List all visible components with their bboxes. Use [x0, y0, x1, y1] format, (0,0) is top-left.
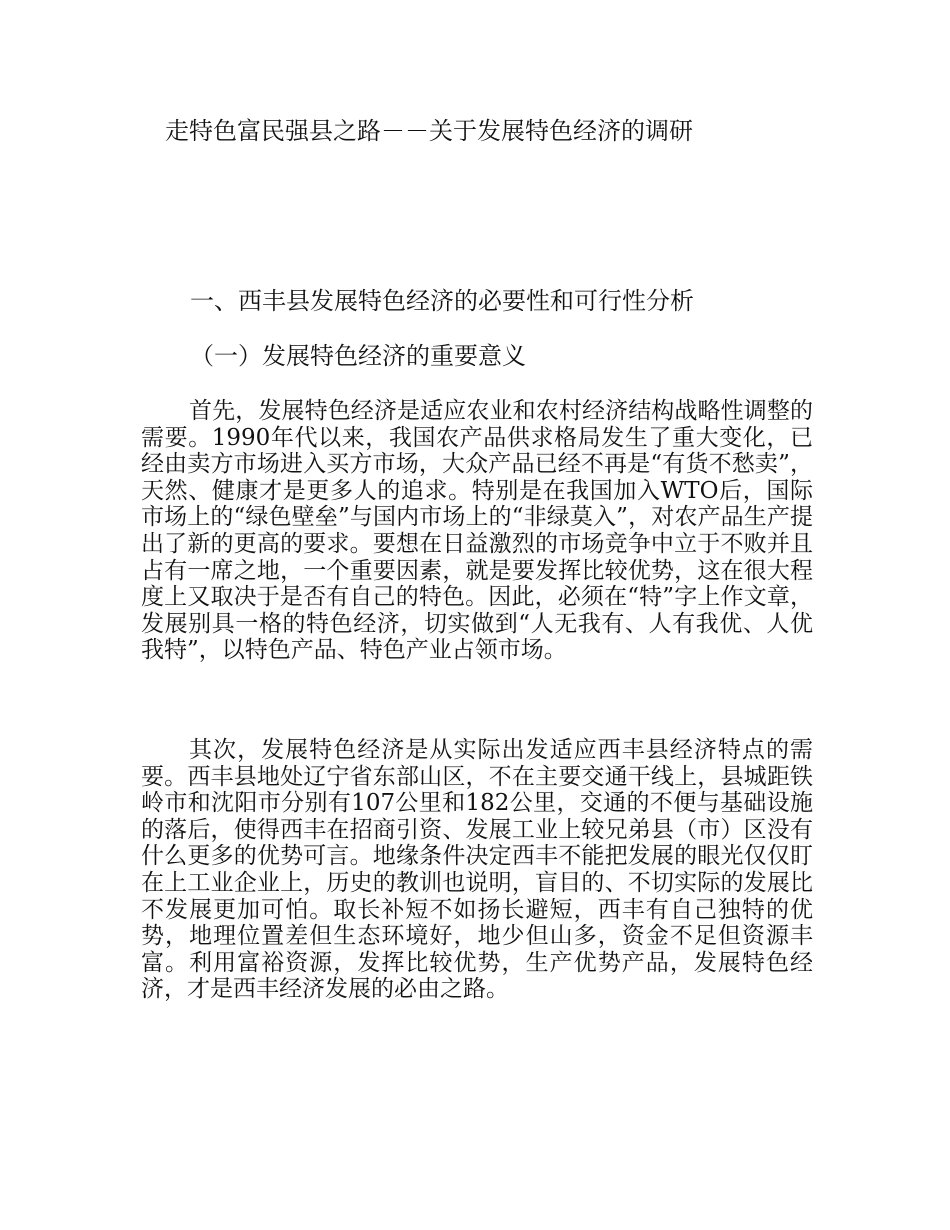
paragraph-second: 其次，发展特色经济是从实际出发适应西丰县经济特点的需要。西丰县地处辽宁省东部山区，不在主要交通干线上，县城距铁岭市和沈阳市分别有107公里和182公里，交通的不便与基础设施的落后，使得西丰在招商引资、发展工业上较兄弟县（市）区没有什么更多的优势可言。地缘条件决定西丰不能把发展的眼光仅仅盯在上工业企业上，历史的教训也说明，盲目的、不切实际的发展比不发展更加可怕。取长补短不如扬长避短，西丰有自己独特的优势，地理位置差但生态环境好，地少但山多，资金不足但资源丰富。利用富裕资源，发挥比较优势，生产优势产品，发展特色经济，才是西丰经济发展的必由之路。 — [141, 737, 813, 1003]
paragraph-first: 首先，发展特色经济是适应农业和农村经济结构战略性调整的需要。1990年代以来，我国农产品供求格局发生了重大变化，已经由卖方市场进入买方市场，大众产品已经不再是“有货不愁卖”，天然、健康才是更多人的追求。特别是在我国加入WTO后，国际市场上的“绿色壁垒”与国内市场上的“非绿莫入”，对农产品生产提出了新的更高的要求。要想在日益激烈的市场竞争中立于不败并且占有一席之地，一个重要因素，就是要发挥比较优势，这在很大程度上又取决于是否有自己的特色。因此，必须在“特”字上作文章，发展别具一格的特色经济，切实做到“人无我有、人有我优、人优我特”，以特色产品、特色产业占领市场。 — [141, 398, 813, 664]
section-heading: 一、西丰县发展特色经济的必要性和可行性分析 — [190, 287, 694, 315]
document-title: 走特色富民强县之路－－关于发展特色经济的调研 — [165, 117, 693, 145]
subsection-heading: （一）发展特色经济的重要意义 — [190, 342, 526, 370]
